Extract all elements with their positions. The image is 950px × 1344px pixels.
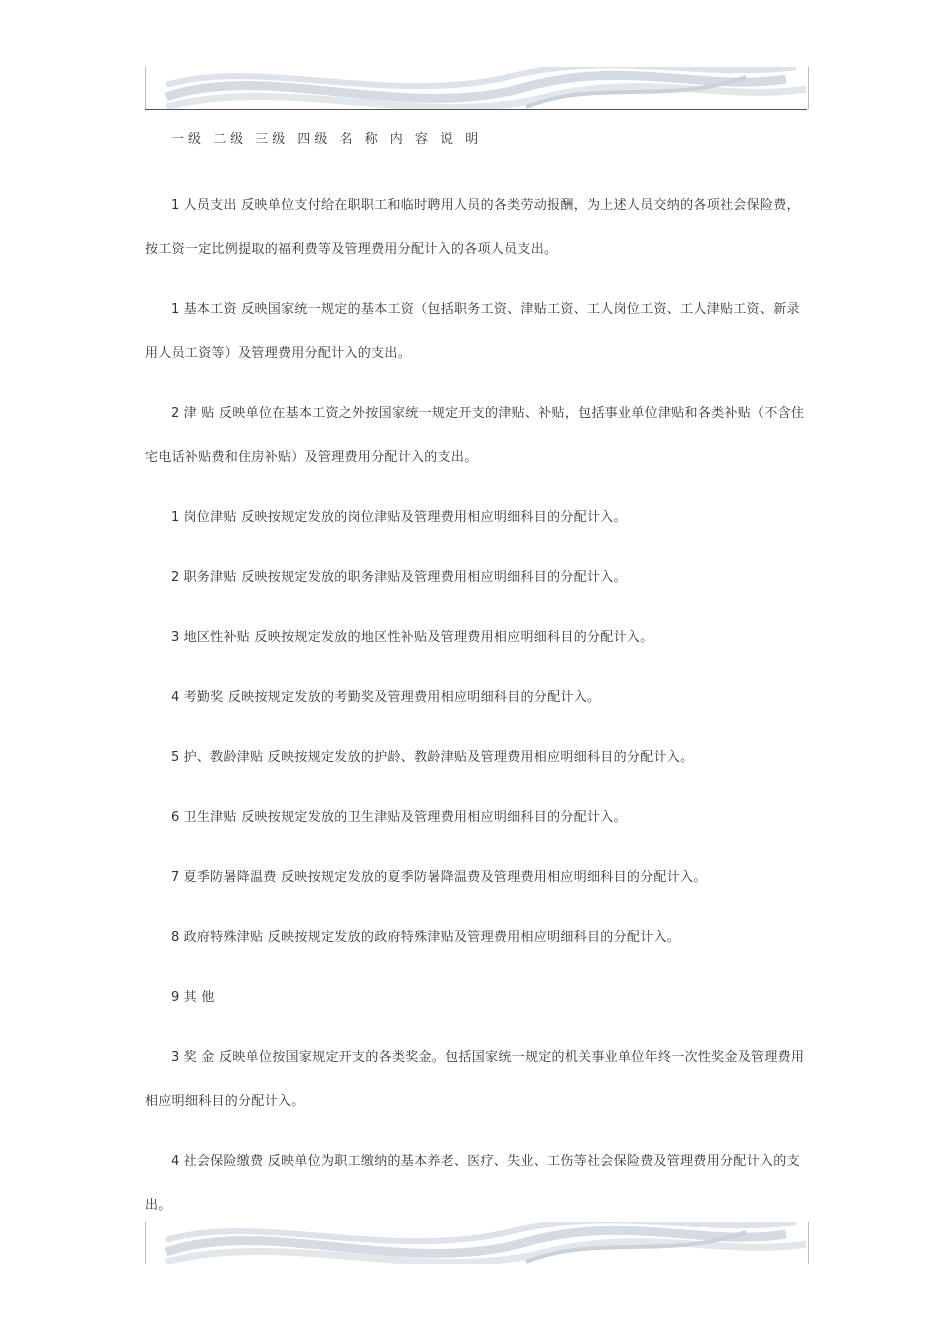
list-item: 1 基本工资 反映国家统一规定的基本工资（包括职务工资、津贴工资、工人岗位工资、工人津贴工资、新录用人员工资等）及管理费用分配计入的支出。 xyxy=(145,302,800,361)
list-item: 2 津 贴 反映单位在基本工资之外按国家统一规定开支的津贴、补贴，包括事业单位津贴和各类补贴（不含住宅电话补贴费和住房补贴）及管理费用分配计入的支出。 xyxy=(145,406,805,465)
list-item: 4 社会保险缴费 反映单位为职工缴纳的基本养老、医疗、失业、工伤等社会保险费及管理费用分配计入的支出。 xyxy=(145,1154,800,1213)
list-item: 2 职务津贴 反映按规定发放的职务津贴及管理费用相应明细科目的分配计入。 xyxy=(171,570,627,585)
document-body xyxy=(145,118,807,1244)
header-rule xyxy=(145,109,807,110)
wave-decoration-icon xyxy=(146,67,808,109)
list-item: 8 政府特殊津贴 反映按规定发放的政府特殊津贴及管理费用相应明细科目的分配计入。 xyxy=(171,930,681,945)
table-header-line: 一级 二级 三级 四级 名 称 内 容 说 明 xyxy=(171,132,483,147)
list-item: 4 考勤奖 反映按规定发放的考勤奖及管理费用相应明细科目的分配计入。 xyxy=(171,690,601,705)
page-footer-decoration xyxy=(145,1222,809,1264)
list-item: 1 人员支出 反映单位支付给在职职工和临时聘用人员的各类劳动报酬，为上述人员交纳的各项社会保险费，按工资一定比例提取的福利费等及管理费用分配计入的各项人员支出。 xyxy=(145,198,800,257)
list-item: 3 地区性补贴 反映按规定发放的地区性补贴及管理费用相应明细科目的分配计入。 xyxy=(171,630,654,645)
list-item: 1 岗位津贴 反映按规定发放的岗位津贴及管理费用相应明细科目的分配计入。 xyxy=(171,510,627,525)
wave-decoration-icon xyxy=(146,1222,808,1264)
list-item: 6 卫生津贴 反映按规定发放的卫生津贴及管理费用相应明细科目的分配计入。 xyxy=(171,810,627,825)
list-item: 5 护、教龄津贴 反映按规定发放的护龄、教龄津贴及管理费用相应明细科目的分配计入。 xyxy=(171,750,694,765)
page-header-decoration xyxy=(145,67,809,109)
list-item: 3 奖 金 反映单位按国家规定开支的各类奖金。包括国家统一规定的机关事业单位年终一次性奖金及管理费用相应明细科目的分配计入。 xyxy=(145,1050,805,1109)
list-item: 9 其 他 xyxy=(171,990,215,1005)
list-item: 7 夏季防暑降温费 反映按规定发放的夏季防暑降温费及管理费用相应明细科目的分配计入。 xyxy=(171,870,707,885)
